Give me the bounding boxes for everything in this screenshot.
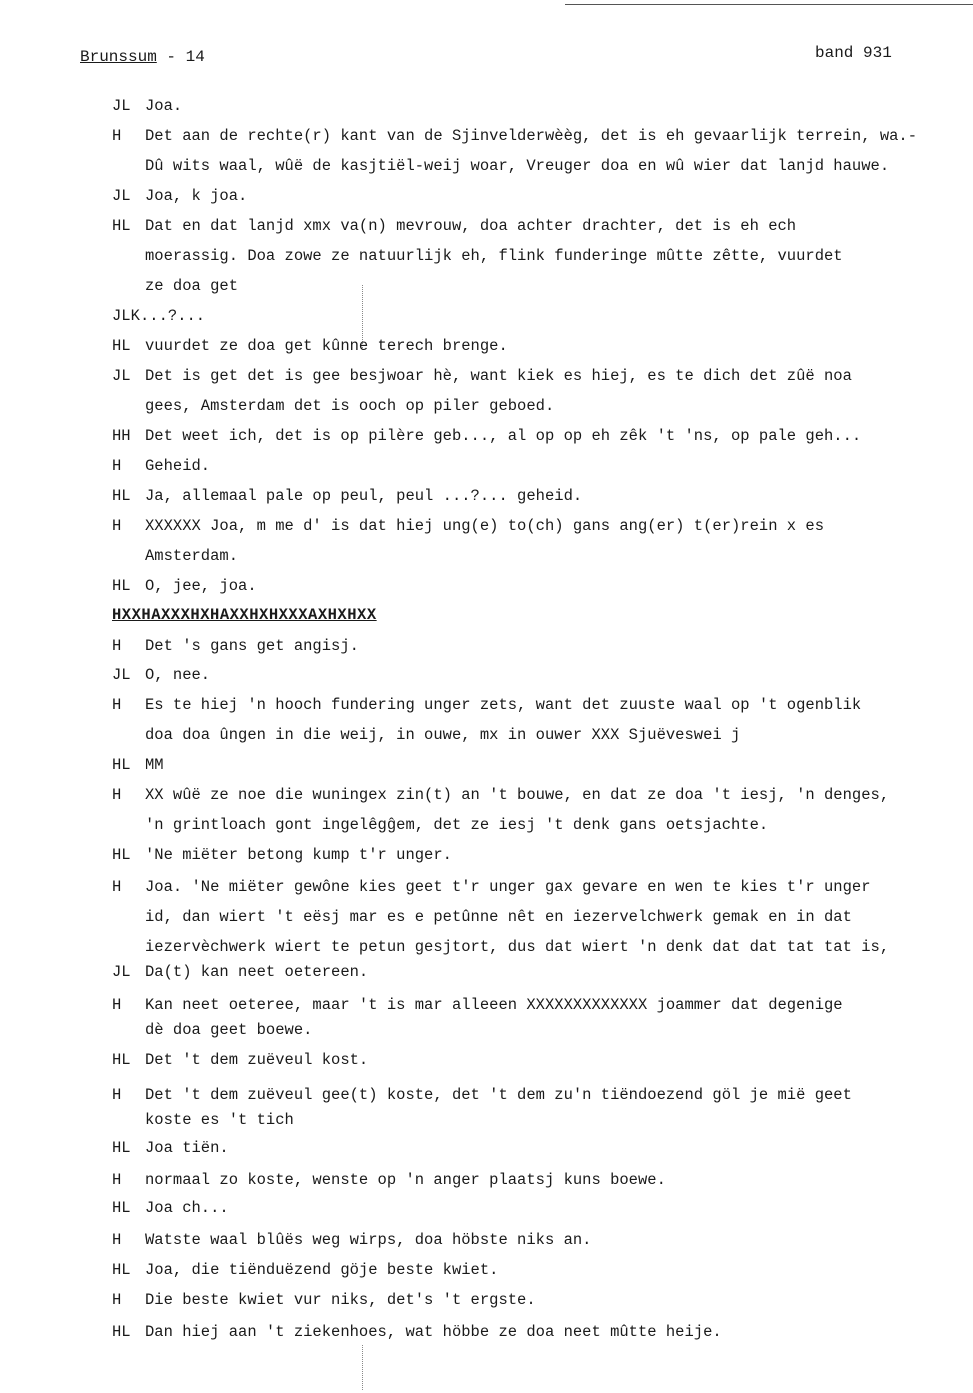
utterance-continuation: ze doa get [145,277,239,295]
speaker-label: JL [112,367,131,385]
utterance-text: 'Ne miëter betong kump t'r unger. [145,846,452,864]
utterance-text: XXXXXX Joa, m me d' is dat hiej ung(e) to(ch) gans ang(er) t(er)rein x es [145,517,825,535]
speaker-label: HL [112,1139,131,1157]
speaker-label: H [112,878,122,896]
speaker-label: HL [112,1199,131,1217]
speaker-label: HH [112,427,131,445]
speaker-label: JL [112,97,131,115]
utterance-continuation: gees, Amsterdam det is ooch op piler geboed. [145,397,555,415]
utterance-text: normaal zo koste, wenste op 'n anger plaatsj kuns boewe. [145,1171,666,1189]
top-rule [565,4,973,5]
utterance-continuation: Amsterdam. [145,547,239,565]
utterance-continuation: koste es 't tich [145,1111,294,1129]
struck-line: HXXHAXXXHXHAXXHXHXXXAXHXHXX [112,606,377,624]
utterance-text: MM [145,756,164,774]
speaker-label: HL [112,217,131,235]
utterance-text: Det 's gans get angisj. [145,637,359,655]
utterance-text: vuurdet ze doa get kûnne terech brenge. [145,337,508,355]
utterance-text: Joa. [145,97,183,115]
speaker-label: H [112,1291,122,1309]
utterance-text: Watste waal blûës weg wirps, doa höbste niks an. [145,1231,592,1249]
utterance-text: Det 't dem zuëveul kost. [145,1051,369,1069]
speaker-label: JLK [112,307,140,325]
utterance-text: O, nee. [145,666,211,684]
page-header [80,48,205,66]
fold-mark [362,1345,364,1390]
utterance-continuation: id, dan wiert 't eësj mar es e petûnne nêt en iezervelchwerk gemak en in dat [145,908,852,926]
utterance-text: XX wûë ze noe die wuningex zin(t) an 't bouwe, en dat ze doa 't iesj, 'n denges, [145,786,890,804]
utterance-continuation: doa doa ûngen in die weij, in ouwe, mx in ouwer XXX Sjuëveswei j [145,726,741,744]
speaker-label: JL [112,963,131,981]
utterance-text: Det aan de rechte(r) kant van de Sjinvelderwèèg, det is eh gevaarlijk terrein, wa.- [145,127,918,145]
utterance-text: Kan neet oeteree, maar 't is mar alleeen XXXXXXXXXXXXX joammer dat degenige [145,996,843,1014]
utterance-text: Joa ch... [145,1199,229,1217]
speaker-label: H [112,637,122,655]
speaker-label: H [112,696,122,714]
speaker-label: HL [112,1323,131,1341]
speaker-label: HL [112,1051,131,1069]
speaker-label: H [112,786,122,804]
speaker-label: H [112,517,122,535]
speaker-label: H [112,996,122,1014]
utterance-continuation: Dû wits waal, wûë de kasjtiël-weij woar, Vreuger doa en wû wier dat lanjd hauwe. [145,157,890,175]
utterance-text: Geheid. [145,457,211,475]
speaker-label: HL [112,487,131,505]
speaker-label: HL [112,337,131,355]
utterance-text: Joa, k joa. [145,187,248,205]
speaker-label: HL [112,577,131,595]
utterance-text: Ja, allemaal pale op peul, peul ...?... geheid. [145,487,583,505]
speaker-label: H [112,127,122,145]
utterance-text: Det is get det is gee besjwoar hè, want kiek es hiej, es te dich det zûë noa [145,367,852,385]
speaker-label: JL [112,666,131,684]
speaker-label: H [112,457,122,475]
utterance-text: Es te hiej 'n hooch fundering unger zets, want det zuuste waal op 't ogenblik [145,696,862,714]
header-place: Brunssum [80,48,157,66]
speaker-label: HL [112,846,131,864]
utterance-text: ...?... [140,307,206,325]
utterance-continuation: iezervèchwerk wiert te petun gesjtort, dus dat wiert 'n denk dat dat tat tat is, [145,938,890,956]
utterance-text: Det 't dem zuëveul gee(t) koste, det 't dem zu'n tiëndoezend göl je mië geet [145,1086,852,1104]
utterance-text: Die beste kwiet vur niks, det's 't ergste. [145,1291,536,1309]
utterance-text: Joa tiën. [145,1139,229,1157]
header-band: band 931 [815,44,892,62]
header-page-number: - 14 [166,48,205,66]
utterance-text: Dan hiej aan 't ziekenhoes, wat höbbe ze doa neet mûtte heije. [145,1323,722,1341]
utterance-continuation: 'n grintloach gont ingelêgĝem, det ze iesj 't denk gans oetsjachte. [145,816,769,834]
speaker-label: H [112,1231,122,1249]
utterance-text: O, jee, joa. [145,577,257,595]
speaker-label: H [112,1171,122,1189]
utterance-text: Joa. 'Ne miëter gewône kies geet t'r unger gax gevare en wen te kies t'r unger [145,878,871,896]
utterance-text: Det weet ich, det is op pilère geb..., al op op eh zêk 't 'ns, op pale geh... [145,427,862,445]
utterance-text: Da(t) kan neet oetereen. [145,963,369,981]
speaker-label: JL [112,187,131,205]
utterance-continuation: moerassig. Doa zowe ze natuurlijk eh, flink funderinge mûtte zêtte, vuurdet [145,247,843,265]
utterance-continuation: dè doa geet boewe. [145,1021,313,1039]
speaker-label: HL [112,756,131,774]
utterance-text: Dat en dat lanjd xmx va(n) mevrouw, doa achter drachter, det is eh ech [145,217,797,235]
utterance-text: Joa, die tiënduëzend göje beste kwiet. [145,1261,499,1279]
speaker-label: HL [112,1261,131,1279]
speaker-label: H [112,1086,122,1104]
